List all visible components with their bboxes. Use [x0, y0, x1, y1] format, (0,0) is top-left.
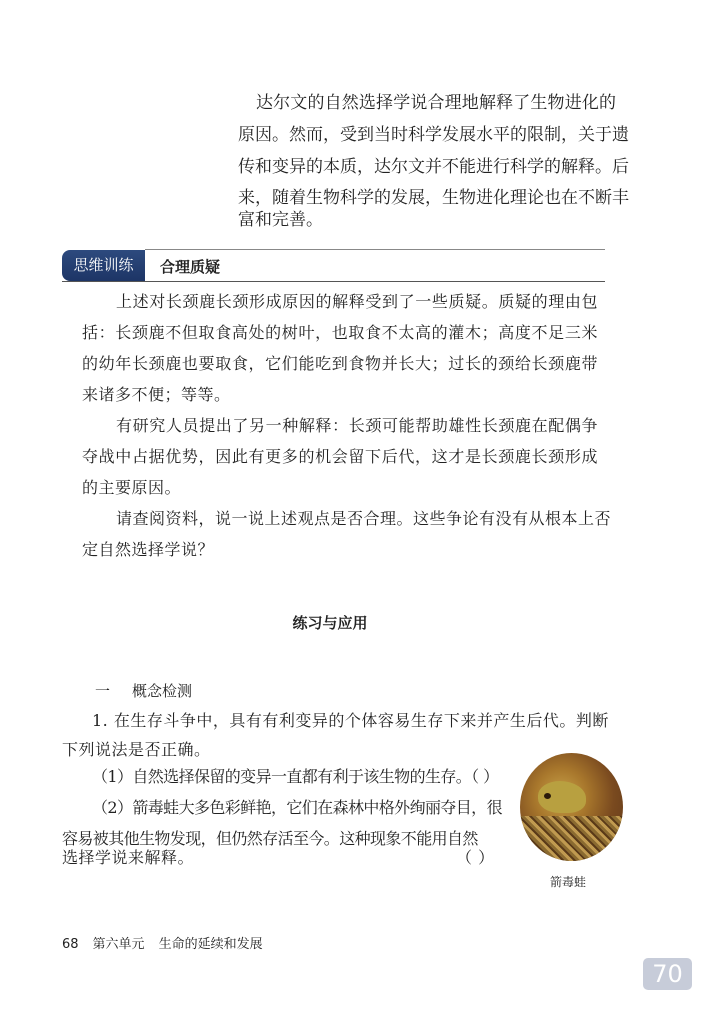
text-line: 的主要原因。 [82, 478, 182, 497]
exercise-title: 练习与应用 [292, 614, 368, 632]
section-title: 概念检测 [132, 682, 193, 700]
text-line: 富和完善。 [238, 210, 323, 230]
question-line: 1. 在生存斗争中，具有有利变异的个体容易生存下来并产生后代。判断 [92, 711, 609, 730]
text-line: 原因。然而，受到当时科学发展水平的限制，关于遗 [238, 125, 629, 145]
question-line: 容易被其他生物发现，但仍然存活至今。这种现象不能用自然 [62, 829, 478, 848]
text-line: 定自然选择学说？ [82, 540, 215, 559]
question-line: 下列说法是否正确。 [62, 740, 211, 759]
text-line: 上述对长颈鹿长颈形成原因的解释受到了一些质疑。质疑的理由包 [116, 292, 598, 311]
poison-dart-frog-photo [520, 753, 623, 861]
text-line: 的幼年长颈鹿也要取食，它们能吃到食物并长大；过长的颈给长颈鹿带 [82, 354, 598, 373]
text-line: 有研究人员提出了另一种解释：长颈可能帮助雄性长颈鹿在配偶争 [116, 416, 598, 435]
unit-label: 第六单元 [92, 937, 145, 952]
leaf-litter [520, 816, 623, 861]
text-line: 括：长颈鹿不但取食高处的树叶，也取食不太高的灌木；高度不足三米 [82, 323, 598, 342]
question-line: 选择学说来解释。 [62, 848, 195, 867]
text-line: 来，随着生物科学的发展，生物进化理论也在不断丰 [238, 188, 629, 208]
section-number: 一 [95, 682, 111, 700]
text-line: 传和变异的本质，达尔文并不能进行科学的解释。后 [238, 157, 629, 177]
section-heading [95, 680, 192, 701]
page-footer [62, 933, 277, 952]
thinking-training-tag: 思维训练 [62, 250, 145, 281]
unit-title: 生命的延续和发展 [158, 937, 263, 952]
page-number: 68 [62, 937, 79, 952]
question-line: （1）自然选择保留的变异一直都有利于该生物的生存。（ ） [92, 767, 499, 786]
answer-blank: （ ） [456, 848, 495, 867]
header-bottom-rule [62, 281, 605, 282]
thinking-training-title: 合理质疑 [160, 258, 221, 276]
text-line: 来诸多不便；等等。 [82, 385, 231, 404]
text-line: 请查阅资料，说一说上述观点是否合理。这些争论有没有从根本上否 [116, 509, 612, 528]
page-badge: 70 [643, 958, 692, 990]
header-top-rule [145, 249, 605, 250]
image-caption: 箭毒蛙 [550, 875, 587, 889]
question-line: （2）箭毒蛙大多色彩鲜艳，它们在森林中格外绚丽夺目，很 [92, 798, 502, 817]
frog-eye [544, 793, 551, 799]
text-line: 夺战中占据优势，因此有更多的机会留下后代，这才是长颈鹿长颈形成 [82, 447, 598, 466]
text-line: 达尔文的自然选择学说合理地解释了生物进化的 [256, 93, 616, 113]
thinking-training-header [62, 249, 605, 282]
